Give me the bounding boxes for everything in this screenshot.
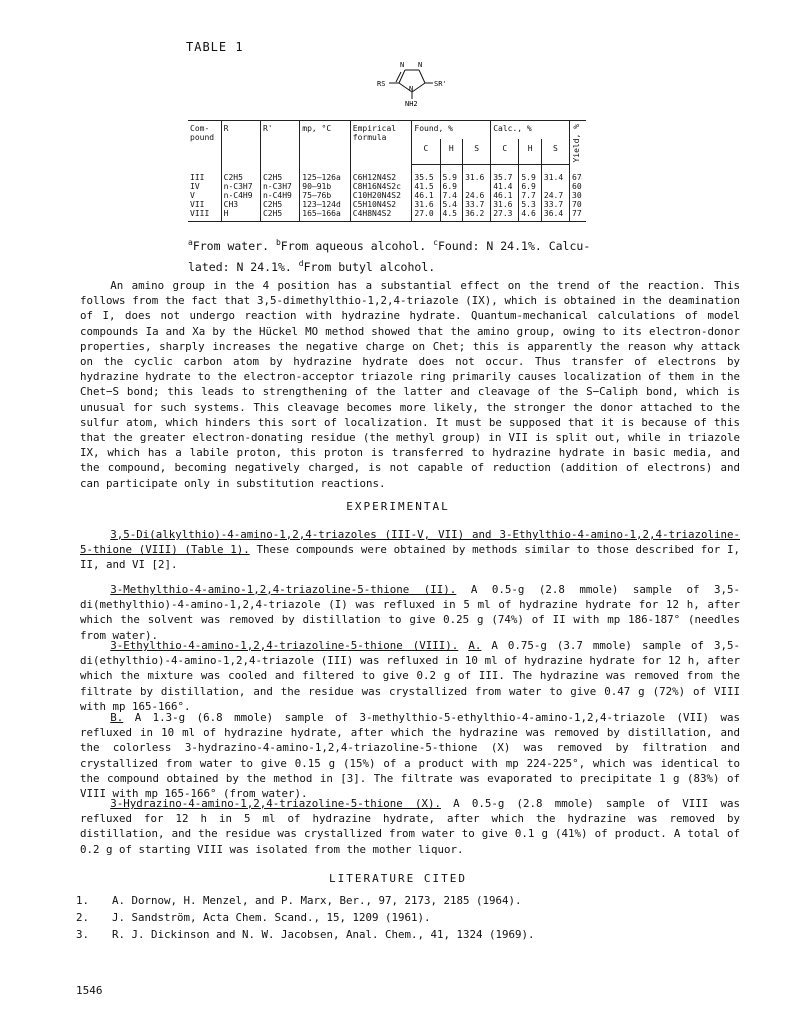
footnote-d: From butyl alcohol.	[303, 259, 436, 274]
table-footnotes: $^a$From water. $^b$From aqueous alcohol. $^c$Found: N 24.1%. Calcu- lated: N 24.1%. $^d$From butyl alcohol.	[188, 238, 591, 274]
table-row	[188, 200, 586, 209]
cell-formula: C10H20N4S2	[350, 191, 412, 200]
cell-compound: VIII	[188, 209, 221, 222]
cell-mp: 90—91b	[300, 182, 350, 191]
cell-found-s: 24.6	[463, 191, 491, 200]
footnote-a: From water.	[192, 238, 269, 253]
literature-heading: LITERATURE CITED	[329, 872, 467, 885]
header-calc-c: C	[491, 139, 519, 165]
cell-yield: 77	[570, 209, 587, 222]
cell-r2: C2H5	[260, 209, 299, 222]
cell-found-c: 31.6	[412, 200, 440, 209]
cell-calc-s	[541, 182, 569, 191]
paragraph-title: 3-Hydrazino-4-amino-1,2,4-triazoline-5-thione (X).	[110, 797, 441, 810]
header-calc: Calc., %	[491, 121, 570, 139]
table-row	[188, 165, 586, 183]
paragraph-text: These compounds were obtained by methods similar to those described for I, II, and VI [2].	[80, 543, 740, 572]
reference-text: R. J. Dickinson and N. W. Jacobsen, Anal. Chem., 41, 1324 (1969).	[112, 928, 535, 941]
cell-found-h: 6.9	[440, 182, 463, 191]
cell-found-h: 5.4	[440, 200, 463, 209]
cell-calc-s: 36.4	[541, 209, 569, 222]
cell-r: CH3	[221, 200, 260, 209]
cell-found-h: 7.4	[440, 191, 463, 200]
cell-mp: 125—126a	[300, 165, 350, 183]
reference-list	[76, 892, 736, 943]
cell-calc-c: 27.3	[491, 209, 519, 222]
paragraph-text: A 0.5-g (2.8 mmole) sample of VIII was refluxed for 12 h in 5 ml of hydrazine hydrate, after which the hydrazine was removed by distillation, and the residue was crystallized from water to give 0.1 g (41%) of product. A total of 0.2 g of starting VIII was isolated from the mother liquor.	[80, 797, 741, 856]
paragraph-title: 3-Methylthio-4-amino-1,2,4-triazoline-5-thione (II).	[110, 583, 457, 596]
cell-r: C2H5	[221, 165, 260, 183]
method-label: B.	[110, 711, 124, 724]
header-calc-s: S	[541, 139, 569, 165]
cell-found-s: 31.6	[463, 165, 491, 183]
experimental-heading: EXPERIMENTAL	[346, 500, 450, 513]
cell-calc-h: 7.7	[519, 191, 542, 200]
cell-r2: n-C4H9	[260, 191, 299, 200]
cell-calc-s: 31.4	[541, 165, 569, 183]
cell-yield: 30	[570, 191, 587, 200]
cell-calc-h: 4.6	[519, 209, 542, 222]
header-formula: Empirical formula	[350, 121, 412, 165]
footnote-c-start: Found: N 24.1%. Calcu-	[437, 238, 591, 253]
cell-found-c: 35.5	[412, 165, 440, 183]
cell-r2: n-C3H7	[260, 182, 299, 191]
label-sr: SR'	[434, 80, 447, 88]
cell-yield: 70	[570, 200, 587, 209]
table-row	[188, 182, 586, 191]
header-r: R	[221, 121, 260, 165]
reference-text: A. Dornow, H. Menzel, and P. Marx, Ber., 97, 2173, 2185 (1964).	[112, 894, 522, 907]
cell-calc-h: 6.9	[519, 182, 542, 191]
footnote-c-end: lated: N 24.1%.	[188, 259, 292, 274]
paragraph-title: 3,5-Di(alkylthio)-4-amino-1,2,4-triazoles (III-V, VII) and 3-Ethylthio-4-amino-1,2,4-triazoline-5-thione (VIII) (Table 1).	[80, 528, 740, 557]
cell-calc-c: 46.1	[491, 191, 519, 200]
cell-r: n-C4H9	[221, 191, 260, 200]
cell-formula: C5H10N4S2	[350, 200, 412, 209]
cell-found-c: 46.1	[412, 191, 440, 200]
cell-formula: C4H8N4S2	[350, 209, 412, 222]
paragraph-text: A 0.75-g (3.7 mmole) sample of 3,5-di(ethylthio)-4-amino-1,2,4-triazole (III) was refluxed in 10 ml of hydrazine hydrate for 12 h, after which the mixture was cooled and filtered to give 0.2 g of III. The hydrazine was removed from the filtrate by distillation, and the residue was crystallized from water to give 0.47 g (72%) of VIII with mp 165-166°.	[80, 639, 740, 713]
header-found-c: C	[412, 139, 440, 165]
cell-compound: III	[190, 172, 205, 182]
cell-yield: 60	[570, 182, 587, 191]
cell-found-s: 33.7	[463, 200, 491, 209]
header-mp: mp, °C	[300, 121, 350, 165]
cell-r2: C2H5	[260, 200, 299, 209]
page-number: 1546	[76, 984, 103, 997]
cell-calc-c: 35.7	[491, 165, 519, 183]
label-rs: RS	[377, 80, 386, 88]
header-compound: Com- pound	[188, 121, 221, 165]
cell-calc-h: 5.9	[519, 165, 542, 183]
cell-r2: C2H5	[260, 165, 299, 183]
header-r2: R'	[260, 121, 299, 165]
label-n1: N	[400, 61, 405, 69]
cell-found-h: 4.5	[440, 209, 463, 222]
cell-calc-c: 41.4	[491, 182, 519, 191]
cell-calc-s: 24.7	[541, 191, 569, 200]
reference-text: J. Sandström, Acta Chem. Scand., 15, 1209 (1961).	[112, 911, 431, 924]
label-n2: N	[418, 61, 423, 69]
cell-compound: IV	[190, 182, 200, 192]
reference-item	[76, 926, 736, 943]
cell-compound: V	[190, 191, 195, 201]
cell-found-h: 5.9	[440, 165, 463, 183]
label-n4: N	[409, 85, 414, 93]
cell-formula: C8H16N4S2c	[350, 182, 412, 191]
cell-mp: 123—124d	[300, 200, 350, 209]
cell-mp: 165—166a	[300, 209, 350, 222]
intro-paragraph: An amino group in the 4 position has a substantial effect on the trend of the reaction. This follows from the fact that 3,5-dimethylthio-1,2,4-triazole (IX), which is obtained in the deamination of I, does not undergo reaction with hydrazine hydrate. Quantum-mechanical calculations of model compounds Ia and Xa by the Hückel MO method showed that the amino group, owing to its electron-donor properties, sharply increases the negative charge on Chet; this is apparently the reason why attack on the cyclic carbon atom by hydrazine hydrate does not occur. Thus transfer of electrons by hydrazine hydrate to the electron-acceptor triazole ring primarily causes localization of them in the Chet−S bond; this leads to strengthening of the latter and cleavage of the S−Caliph bond, which is unusual for such systems. This cleavage becomes more likely, the stronger the donor attached to the sulfur atom, which hinders this sort of localization. It must be supposed that it is because of this that the greater electron-donating residue (the methyl group) in VII is split out, while in triazole IX, which has a labile proton, this proton is transferred to hydrazine hydrate in basic media, and the compound, becoming negatively charged, is not capable of reduction (addition of electrons) and can participate only in substitution reactions.	[80, 279, 740, 490]
compound-table	[188, 120, 586, 222]
table-row	[188, 209, 586, 222]
cell-found-s	[463, 182, 491, 191]
reference-number: 2.	[76, 911, 90, 924]
label-nh2: NH2	[405, 100, 418, 108]
reference-item	[76, 909, 736, 926]
triazole-structure	[362, 58, 462, 108]
paragraph-hydrazino	[80, 796, 740, 857]
cell-r: n-C3H7	[221, 182, 260, 191]
header-yield: Yield, %	[572, 124, 581, 163]
reference-number: 3.	[76, 928, 90, 941]
cell-formula: C6H12N4S2	[350, 165, 412, 183]
cell-mp: 75—76b	[300, 191, 350, 200]
paragraph-text: A 1.3-g (6.8 mmole) sample of 3-methylthio-5-ethylthio-4-amino-1,2,4-triazole (VII) was refluxed in 10 ml of hydrazine hydrate, after which the hydrazine was removed by distillation, and the colorless 3-hydrazino-4-amino-1,2,4-triazoline-5-thione (X) was removed by filtration and crystallized from water to give 0.15 g (15%) of a product with mp 224-225°, which was identical to the compound obtained by the method in [3]. The filtrate was evaporated to precipitate 1 g (83%) of VIII with mp 165-166° (from water).	[80, 711, 740, 801]
cell-calc-s: 33.7	[541, 200, 569, 209]
paragraph-ethylthio-a	[80, 638, 740, 714]
cell-yield: 67	[570, 165, 587, 183]
table-title: TABLE 1	[186, 40, 244, 54]
cell-calc-c: 31.6	[491, 200, 519, 209]
table-row	[188, 191, 586, 200]
cell-compound: VII	[190, 200, 205, 210]
header-calc-h: H	[519, 139, 542, 165]
cell-r: H	[221, 209, 260, 222]
method-label: A.	[468, 639, 482, 652]
cell-found-c: 27.0	[412, 209, 440, 222]
footnote-b: From aqueous alcohol.	[280, 238, 427, 253]
header-found-s: S	[463, 139, 491, 165]
reference-number: 1.	[76, 894, 90, 907]
paragraph-methylthio	[80, 582, 740, 643]
paragraph-title: 3-Ethylthio-4-amino-1,2,4-triazoline-5-thione (VIII).	[110, 639, 459, 652]
header-found-h: H	[440, 139, 463, 165]
cell-found-c: 41.5	[412, 182, 440, 191]
cell-found-s: 36.2	[463, 209, 491, 222]
reference-item	[76, 892, 736, 909]
paragraph-ethylthio-b	[80, 710, 740, 801]
cell-calc-h: 5.3	[519, 200, 542, 209]
paragraph-text: A 0.5-g (2.8 mmole) sample of 3,5-di(methylthio)-4-amino-1,2,4-triazole (I) was refluxed in 5 ml of hydrazine hydrate for 12 h, after which the solvent was removed by distillation to give 0.25 g (74%) of II with mp 186-187° (needles from water).	[80, 583, 740, 642]
header-found: Found, %	[412, 121, 491, 139]
paragraph-triazoles	[80, 527, 740, 573]
